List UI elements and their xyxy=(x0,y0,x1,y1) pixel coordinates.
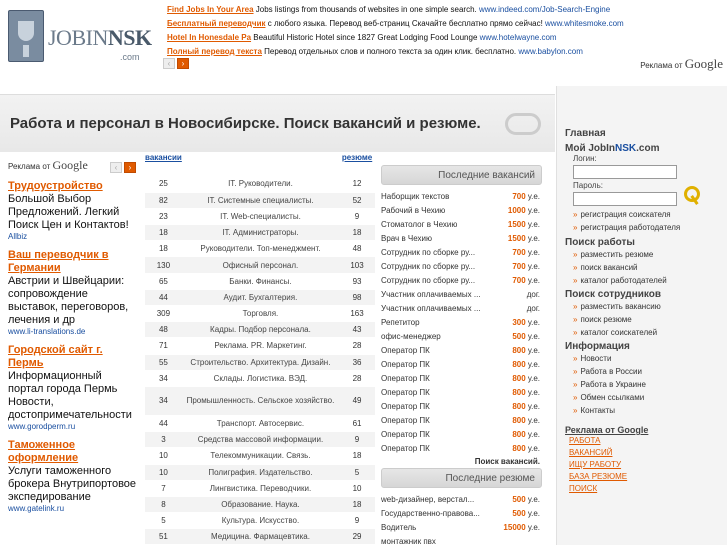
login-label: Логин: xyxy=(573,154,597,163)
home-link[interactable]: Главная xyxy=(565,128,606,139)
item-salary: дог. xyxy=(526,304,540,313)
search-vacancies-link[interactable]: Поиск вакансий. xyxy=(474,457,540,466)
col-resumes-link[interactable]: резюме xyxy=(341,153,373,162)
category-name[interactable]: Полиграфия. Издательство. xyxy=(182,464,339,480)
left-ad[interactable]: Городской сайт г. Пермь Информационный портал города Пермь Новости, достопримечательности www.gorodperm.ru xyxy=(8,344,132,431)
item-title[interactable]: монтажник пвх xyxy=(381,537,436,545)
item-salary: дог. xyxy=(526,290,540,299)
vacancy-count: 34 xyxy=(145,386,182,415)
google-link[interactable]: РАБОТА xyxy=(569,436,601,445)
category-name[interactable]: Образование. Наука. xyxy=(182,496,339,512)
list-item[interactable] xyxy=(381,344,542,358)
category-name[interactable]: Офисный персонал. xyxy=(182,257,339,273)
category-row[interactable] xyxy=(145,448,375,464)
resume-count: 61 xyxy=(339,415,375,431)
list-item[interactable] xyxy=(381,535,542,545)
list-item[interactable] xyxy=(381,190,542,204)
latest-resumes-panel xyxy=(381,468,542,545)
item-salary: 800 у.е. xyxy=(512,360,540,369)
category-name[interactable]: Строительство. Архитектура. Дизайн. xyxy=(182,354,339,370)
header xyxy=(0,0,727,86)
vacancy-count: 55 xyxy=(145,354,182,370)
category-row[interactable] xyxy=(145,415,375,431)
top-ad-nav xyxy=(163,58,191,69)
google-link[interactable]: ПОИСК xyxy=(569,484,598,493)
item-title[interactable]: Водитель xyxy=(381,523,417,532)
item-salary: 700 у.е. xyxy=(512,262,540,271)
category-name[interactable]: Аудит. Бухгалтерия. xyxy=(182,289,339,305)
vacancy-count: 18 xyxy=(145,225,182,241)
list-item[interactable] xyxy=(381,246,542,260)
resume-count: 36 xyxy=(339,354,375,370)
item-title[interactable]: Участник оплачиваемых ... xyxy=(381,290,481,299)
vacancy-count: 130 xyxy=(145,257,182,273)
resume-count: 18 xyxy=(339,225,375,241)
list-item[interactable] xyxy=(381,386,542,400)
latest-resumes-title: Последние резюме xyxy=(381,468,542,488)
item-salary: 800 у.е. xyxy=(512,430,540,439)
list-item[interactable] xyxy=(381,316,542,330)
item-salary: 500 у.е. xyxy=(512,332,540,341)
resume-count: 12 xyxy=(339,176,375,192)
list-item[interactable] xyxy=(381,442,542,456)
item-salary: 700 у.е. xyxy=(512,248,540,257)
resume-count: 163 xyxy=(339,306,375,322)
item-title[interactable]: Сотрудник по сборке ру... xyxy=(381,262,476,271)
item-title[interactable]: Стоматолог в Чехию xyxy=(381,220,458,229)
left-ad[interactable]: Трудоустройство Большой Выбор Предложений. Легкий Поиск Цен и Контактов! Allbiz xyxy=(8,180,129,241)
category-row[interactable] xyxy=(145,192,375,208)
vacancy-count: 7 xyxy=(145,480,182,496)
job-search-title: Поиск работы xyxy=(565,237,635,248)
category-row[interactable] xyxy=(145,289,375,305)
employers-catalog-link[interactable]: » каталог работодателей xyxy=(557,274,727,287)
item-title[interactable]: web-дизайнер, верстал... xyxy=(381,495,475,504)
ad-next-button[interactable]: › xyxy=(177,58,189,69)
info-title: Информация xyxy=(565,341,630,352)
category-name[interactable]: Реклама. PR. Маркетинг. xyxy=(182,338,339,354)
list-item[interactable] xyxy=(381,288,542,302)
category-row[interactable] xyxy=(145,432,375,448)
password-label: Пароль: xyxy=(573,181,603,190)
work-russia-link[interactable]: » Работа в России xyxy=(557,365,727,378)
vacancy-count: 10 xyxy=(145,464,182,480)
item-title[interactable]: Оператор ПК xyxy=(381,374,430,383)
post-vacancy-link[interactable]: » разместить вакансию xyxy=(557,300,727,313)
category-row[interactable] xyxy=(145,225,375,241)
google-link[interactable]: БАЗА РЕЗЮМЕ xyxy=(569,472,628,481)
category-name[interactable]: IT. Руководители. xyxy=(182,176,339,192)
item-title[interactable]: Оператор ПК xyxy=(381,346,430,355)
category-name[interactable]: Банки. Финансы. xyxy=(182,273,339,289)
google-ads-title[interactable]: Реклама от Google xyxy=(565,425,649,435)
category-name[interactable]: Культура. Искусство. xyxy=(182,513,339,529)
list-item[interactable] xyxy=(381,260,542,274)
seekers-catalog-link[interactable]: » каталог соискателей xyxy=(557,326,727,339)
right-sidebar xyxy=(556,86,727,545)
category-row[interactable] xyxy=(145,386,375,415)
vacancy-count: 25 xyxy=(145,176,182,192)
item-salary: 800 у.е. xyxy=(512,346,540,355)
vacancy-count: 44 xyxy=(145,289,182,305)
vacancy-count: 44 xyxy=(145,415,182,431)
latest-vacancies-panel xyxy=(381,165,542,466)
item-salary: 1500 у.е. xyxy=(507,234,540,243)
resume-count: 9 xyxy=(339,513,375,529)
page-banner xyxy=(0,94,555,152)
item-salary: 300 у.е. xyxy=(512,318,540,327)
list-item[interactable] xyxy=(381,521,542,535)
item-salary: 700 у.е. xyxy=(512,276,540,285)
item-salary: 1000 у.е. xyxy=(507,206,540,215)
list-item[interactable] xyxy=(381,232,542,246)
key-icon[interactable] xyxy=(684,186,702,204)
list-item[interactable] xyxy=(381,428,542,442)
search-resumes-link[interactable]: » поиск резюме xyxy=(557,313,727,326)
left-ad-column xyxy=(8,158,140,521)
item-salary: 800 у.е. xyxy=(512,444,540,453)
vacancy-count: 23 xyxy=(145,208,182,224)
resume-count: 98 xyxy=(339,289,375,305)
resume-count: 48 xyxy=(339,241,375,257)
item-title[interactable]: Врач в Чехию xyxy=(381,234,432,243)
category-row[interactable] xyxy=(145,338,375,354)
category-row[interactable] xyxy=(145,241,375,257)
list-item[interactable] xyxy=(381,218,542,232)
left-ad-prev-button[interactable]: ‹ xyxy=(110,162,122,173)
my-account-title: Мой JobInNSK.com xyxy=(565,143,660,154)
list-item[interactable] xyxy=(381,507,542,521)
top-ad[interactable]: Бесплатный переводчик с любого языка. Перевод веб-страниц Скачайте бесплатно прямо сейчас! www.whitesmoke.com xyxy=(167,19,624,28)
category-row[interactable] xyxy=(145,273,375,289)
list-item[interactable] xyxy=(381,493,542,507)
left-ad[interactable]: Таможенное оформление Услуги таможенного брокера Внутрипортовое экспедирование www.gatelink.ru xyxy=(8,439,137,513)
category-name[interactable]: Средства массовой информации. xyxy=(182,432,339,448)
vacancy-count: 51 xyxy=(145,529,182,545)
item-salary: 800 у.е. xyxy=(512,388,540,397)
coat-of-arms-icon xyxy=(8,10,44,62)
item-title[interactable]: Участник оплачиваемых ... xyxy=(381,304,481,313)
decorative-logo-icon xyxy=(505,113,541,135)
list-item[interactable] xyxy=(381,204,542,218)
vacancy-count: 65 xyxy=(145,273,182,289)
google-link[interactable]: ВАКАНСИЙ xyxy=(569,448,613,457)
category-row[interactable] xyxy=(145,496,375,512)
category-name[interactable]: Склады. Логистика. ВЭД. xyxy=(182,370,339,386)
list-item[interactable] xyxy=(381,358,542,372)
item-title[interactable]: Оператор ПК xyxy=(381,430,430,439)
resume-count: 28 xyxy=(339,338,375,354)
login-form xyxy=(557,154,727,206)
top-ad[interactable]: Hotel In Honesdale Pa Beautiful Historic Hotel since 1827 Great Lodging Food Lounge www.hotelwayne.com xyxy=(167,33,557,42)
resume-count: 9 xyxy=(339,432,375,448)
category-name[interactable]: Торговля. xyxy=(182,306,339,322)
category-row[interactable] xyxy=(145,257,375,273)
item-salary: 800 у.е. xyxy=(512,402,540,411)
list-item[interactable] xyxy=(381,414,542,428)
resume-count: 49 xyxy=(339,386,375,415)
item-title[interactable]: офис-менеджер xyxy=(381,332,441,341)
vacancy-count: 34 xyxy=(145,370,182,386)
contacts-link[interactable]: » Контакты xyxy=(557,404,727,417)
latest-vacancies-title: Последние вакансий xyxy=(381,165,542,185)
category-name[interactable]: IT. Администраторы. xyxy=(182,225,339,241)
list-item[interactable] xyxy=(381,330,542,344)
category-row[interactable] xyxy=(145,208,375,224)
resume-count: 28 xyxy=(339,370,375,386)
vacancy-count: 48 xyxy=(145,322,182,338)
staff-search-title: Поиск сотрудников xyxy=(565,289,662,300)
top-ad[interactable]: Find Jobs In Your Area Jobs listings from thousands of websites in one simple search. www.indeed.com/Job-Search-Engine xyxy=(167,5,611,14)
item-salary: 800 у.е. xyxy=(512,374,540,383)
category-name[interactable]: IT. Web-специалисты. xyxy=(182,208,339,224)
resume-count: 18 xyxy=(339,448,375,464)
left-ad[interactable]: Ваш переводчик в Германии Австрии и Швейцарии: сопровождение выставок, переговоров, лечения и др www.li-translations.de xyxy=(8,249,129,336)
category-row[interactable] xyxy=(145,480,375,496)
vacancy-count: 82 xyxy=(145,192,182,208)
category-row[interactable] xyxy=(145,322,375,338)
col-vacancies-link[interactable]: вакансии xyxy=(145,153,182,162)
col-category xyxy=(182,152,339,176)
ad-prev-button[interactable]: ‹ xyxy=(163,58,175,69)
item-salary: 15000 у.е. xyxy=(503,523,540,532)
vacancy-count: 10 xyxy=(145,448,182,464)
category-row[interactable] xyxy=(145,513,375,529)
category-row[interactable] xyxy=(145,306,375,322)
category-row[interactable] xyxy=(145,370,375,386)
category-name[interactable]: Лингвистика. Переводчики. xyxy=(182,480,339,496)
item-title[interactable]: Оператор ПК xyxy=(381,416,430,425)
logo-domain: .com xyxy=(120,52,140,62)
post-resume-link[interactable]: » разместить резюме xyxy=(557,248,727,261)
item-title[interactable]: Оператор ПК xyxy=(381,388,430,397)
left-ad-next-button[interactable]: › xyxy=(124,162,136,173)
vacancy-count: 71 xyxy=(145,338,182,354)
item-title[interactable]: Оператор ПК xyxy=(381,360,430,369)
category-name[interactable]: Руководители. Топ-менеджмент. xyxy=(182,241,339,257)
item-salary: 700 у.е. xyxy=(512,192,540,201)
search-vacancies-sidebar-link[interactable]: » поиск вакансий xyxy=(557,261,727,274)
item-title[interactable]: Оператор ПК xyxy=(381,402,430,411)
news-link[interactable]: » Новости xyxy=(557,352,727,365)
resume-count: 43 xyxy=(339,322,375,338)
category-row[interactable] xyxy=(145,464,375,480)
item-title[interactable]: Рабочий в Чехию xyxy=(381,206,446,215)
register-employer-link[interactable]: » регистрация работодателя xyxy=(557,221,727,234)
vacancy-count: 309 xyxy=(145,306,182,322)
resume-count: 52 xyxy=(339,192,375,208)
link-exchange-link[interactable]: » Обмен ссылками xyxy=(557,391,727,404)
resume-count: 93 xyxy=(339,273,375,289)
resume-count: 5 xyxy=(339,464,375,480)
list-item[interactable] xyxy=(381,400,542,414)
item-title[interactable]: Наборщик текстов xyxy=(381,192,450,201)
category-name[interactable]: Кадры. Подбор персонала. xyxy=(182,322,339,338)
item-title[interactable]: Оператор ПК xyxy=(381,444,430,453)
google-link[interactable]: ИЩУ РАБОТУ xyxy=(569,460,622,469)
item-title[interactable]: Сотрудник по сборке ру... xyxy=(381,276,476,285)
resume-count: 103 xyxy=(339,257,375,273)
left-ads-header: Реклама от Google ‹ › xyxy=(8,158,140,180)
category-row[interactable] xyxy=(145,529,375,545)
page-title: Работа и персонал в Новосибирске. Поиск вакансий и резюме. xyxy=(10,115,481,132)
resume-count: 29 xyxy=(339,529,375,545)
ads-by-google[interactable]: Реклама от Google xyxy=(640,56,723,71)
category-row[interactable] xyxy=(145,176,375,192)
login-input[interactable] xyxy=(573,165,677,179)
resume-count: 9 xyxy=(339,208,375,224)
password-input[interactable] xyxy=(573,192,677,206)
resume-count: 10 xyxy=(339,480,375,496)
item-title[interactable]: Репетитор xyxy=(381,318,420,327)
category-name[interactable]: IT. Системные специалисты. xyxy=(182,192,339,208)
item-title[interactable]: Государственно-правова... xyxy=(381,509,480,518)
category-row[interactable] xyxy=(145,354,375,370)
item-salary: 500 у.е. xyxy=(512,509,540,518)
top-ad-block xyxy=(167,3,637,59)
site-logo[interactable] xyxy=(8,8,153,66)
item-salary: 500 у.е. xyxy=(512,495,540,504)
category-name[interactable]: Медицина. Фармацевтика. xyxy=(182,529,339,545)
work-ukraine-link[interactable]: » Работа в Украине xyxy=(557,378,727,391)
category-name[interactable]: Телекоммуникации. Связь. xyxy=(182,448,339,464)
category-name[interactable]: Промышленность. Сельское хозяйство. xyxy=(182,386,339,415)
item-title[interactable]: Сотрудник по сборке ру... xyxy=(381,248,476,257)
resume-count: 18 xyxy=(339,496,375,512)
top-ad[interactable]: Полный перевод текста Перевод отдельных слов и полного текста за один клик. бесплатно. www.babylon.com xyxy=(167,47,583,56)
register-seeker-link[interactable]: » регистрация соискателя xyxy=(557,208,727,221)
vacancy-count: 3 xyxy=(145,432,182,448)
list-item[interactable] xyxy=(381,274,542,288)
category-name[interactable]: Транспорт. Автосервис. xyxy=(182,415,339,431)
list-item[interactable] xyxy=(381,302,542,316)
category-table xyxy=(145,152,375,545)
vacancy-count: 8 xyxy=(145,496,182,512)
item-salary: 800 у.е. xyxy=(512,416,540,425)
vacancy-count: 5 xyxy=(145,513,182,529)
item-salary: 1500 у.е. xyxy=(507,220,540,229)
list-item[interactable] xyxy=(381,372,542,386)
vacancy-count: 18 xyxy=(145,241,182,257)
logo-text: JOBINNSK xyxy=(48,25,152,50)
